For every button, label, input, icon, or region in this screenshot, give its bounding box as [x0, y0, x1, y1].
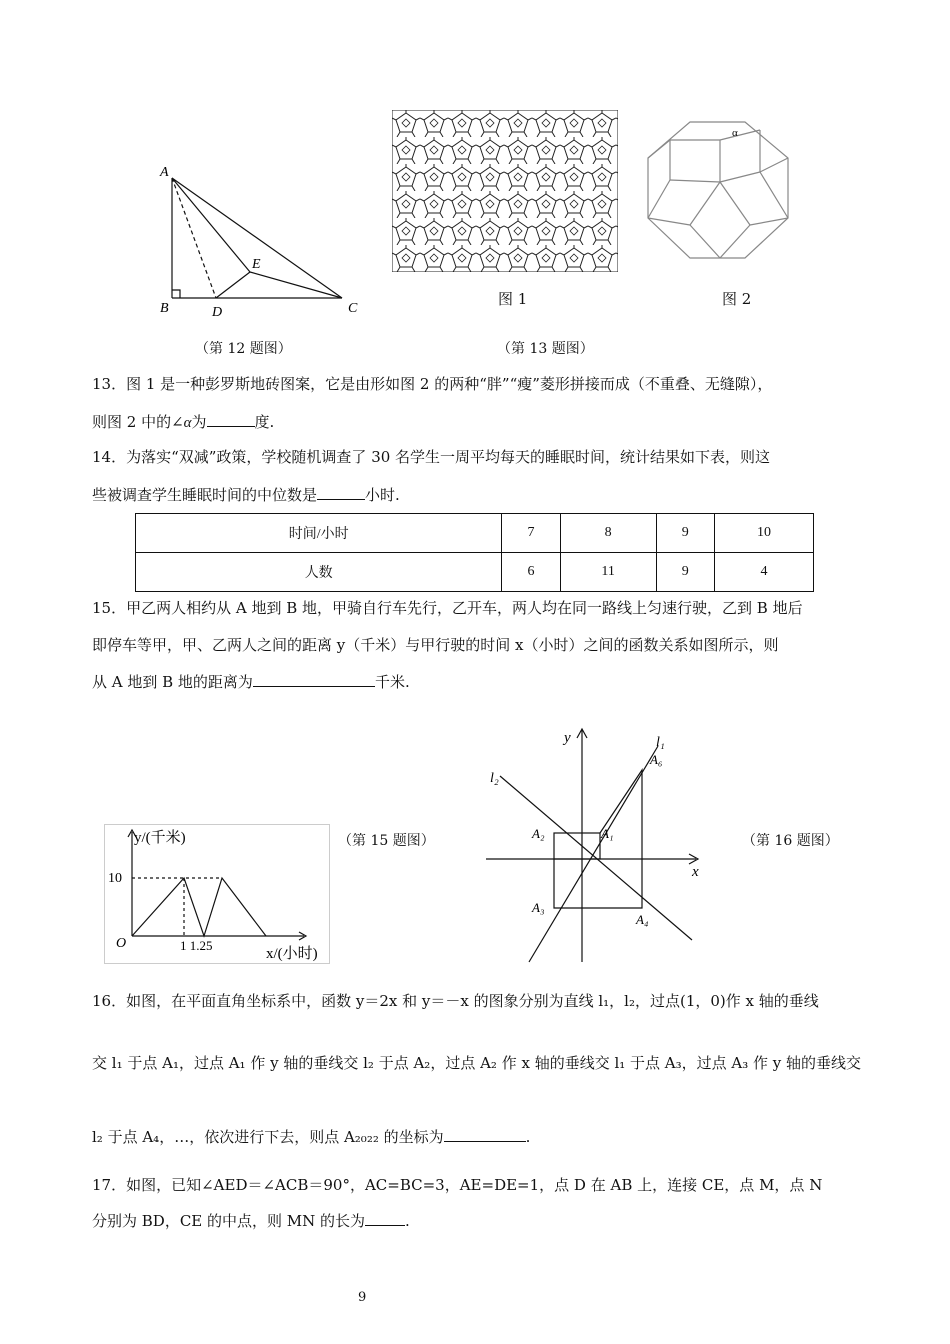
table-cell: 7: [502, 514, 560, 553]
table-row: [136, 514, 814, 553]
table-cell: 时间/小时: [136, 514, 502, 553]
q13-line2: [92, 411, 274, 432]
q15-line1: 15．甲乙两人相约从 A 地到 B 地，甲骑自行车先行，乙开车，两人均在同一路线上匀速行驶，乙到 B 地后: [92, 599, 803, 617]
fig16-a2: A₂: [532, 826, 545, 841]
q16-line1: 16．如图，在平面直角坐标系中，函数 y＝2x 和 y＝－x 的图象分别为直线 l₁，l₂，过点(1，0)作 x 轴的垂线: [92, 992, 819, 1010]
q15-line3-a: 从 A 地到 B 地的距离为: [92, 673, 253, 691]
fig15-ylabel: y/(千米): [134, 830, 186, 846]
q15-answer-blank[interactable]: [253, 672, 375, 687]
fig16-a3: A₃: [532, 900, 545, 915]
q15-line3: [92, 671, 410, 692]
q16-line3-a: l₂ 于点 A₄，…，依次进行下去，则点 A₂₀₂₂ 的坐标为: [92, 1128, 444, 1146]
q14-line1: 14．为落实“双减”政策，学校随机调查了 30 名学生一周平均每天的睡眠时间，统计结果如下表，则这: [92, 448, 771, 466]
figure-2-label: 图 2: [722, 290, 752, 308]
q13-line1: 13．图 1 是一种彭罗斯地砖图案，它是由形如图 2 的两种“胖”“瘦”菱形拼接而成（不重叠、无缝隙），: [92, 375, 773, 393]
q17-line2-a: 分别为 BD，CE 的中点，则 MN 的长为: [92, 1212, 366, 1230]
fig15-xlabel: x/(小时): [266, 946, 318, 962]
label-a: A: [160, 165, 169, 180]
q17-line1: 17．如图，已知∠AED＝∠ACB＝90°，AC=BC=3，AE=DE=1，点 D 在 AB 上，连接 CE，点 M，点 N: [92, 1176, 823, 1194]
rhombus-figure: [640, 110, 795, 270]
table-cell: 人数: [136, 553, 502, 592]
fig16-a6: A₆: [650, 752, 663, 767]
fig15-origin: O: [116, 936, 127, 951]
fig15-xticks: 1 1.25: [180, 938, 213, 953]
label-e: E: [252, 257, 261, 272]
page-number: 9: [358, 1290, 367, 1305]
table-cell: 4: [714, 553, 813, 592]
fig16-l2: l₂: [490, 771, 499, 786]
table-row: [136, 553, 814, 592]
q17-line2: [92, 1210, 410, 1231]
figure-12: [150, 160, 365, 320]
q16-line3-b: .: [525, 1128, 531, 1146]
q17-answer-blank[interactable]: [365, 1211, 405, 1226]
caption-fig16: （第 16 题图）: [742, 833, 839, 849]
q14-line2-a: 些被调查学生睡眠时间的中位数是: [92, 486, 318, 504]
label-d: D: [212, 305, 223, 320]
q13-line2-b: 为: [191, 413, 207, 431]
table-cell: 9: [656, 514, 714, 553]
q15-line2: 即停车等甲，甲、乙两人之间的距离 y（千米）与甲行驶的时间 x（小时）之间的函数关系如图所示，则: [92, 636, 779, 654]
fig16-y-axis: y: [564, 730, 571, 746]
caption-fig12: （第 12 题图）: [195, 341, 292, 357]
penrose-tiling-image: [392, 110, 618, 272]
q14-line2: [92, 484, 400, 505]
caption-fig15: （第 15 题图）: [338, 833, 435, 849]
q16-line3: [92, 1126, 530, 1147]
q16-line2: 交 l₁ 于点 A₁，过点 A₁ 作 y 轴的垂线交 l₂ 于点 A₂，过点 A₂ 作 x 轴的垂线交 l₁ 于点 A₃，过点 A₃ 作 y 轴的垂线交: [92, 1054, 862, 1072]
fig16-a4: A₄: [636, 912, 649, 927]
alpha-label: α: [732, 127, 738, 139]
fig15-ytick: 10: [108, 871, 122, 886]
q13-answer-blank[interactable]: [207, 412, 255, 427]
sleep-time-table: [135, 513, 814, 592]
table-cell: 10: [714, 514, 813, 553]
q13-alpha: α: [183, 415, 192, 431]
q17-line2-b: .: [405, 1212, 410, 1230]
figure-1-label: 图 1: [498, 290, 528, 308]
figure-15-graph: [104, 824, 330, 964]
table-cell: 9: [656, 553, 714, 592]
q13-line2-c: 度.: [254, 413, 275, 431]
table-cell: 11: [560, 553, 656, 592]
label-c: C: [348, 301, 358, 316]
q16-answer-blank[interactable]: [444, 1127, 526, 1142]
caption-fig13: （第 13 题图）: [497, 341, 594, 357]
fig16-a1: A₁: [601, 826, 614, 841]
table-cell: 8: [560, 514, 656, 553]
fig16-x-axis: x: [692, 864, 699, 880]
fig16-l1: l₁: [656, 735, 665, 750]
q14-answer-blank[interactable]: [317, 485, 365, 500]
q14-line2-b: 小时.: [365, 486, 400, 504]
table-cell: 6: [502, 553, 560, 592]
figure-16-diagram: [484, 726, 714, 966]
q15-line3-b: 千米.: [374, 673, 410, 691]
q13-line2-a: 则图 2 中的∠: [92, 413, 184, 431]
label-b: B: [160, 301, 169, 316]
